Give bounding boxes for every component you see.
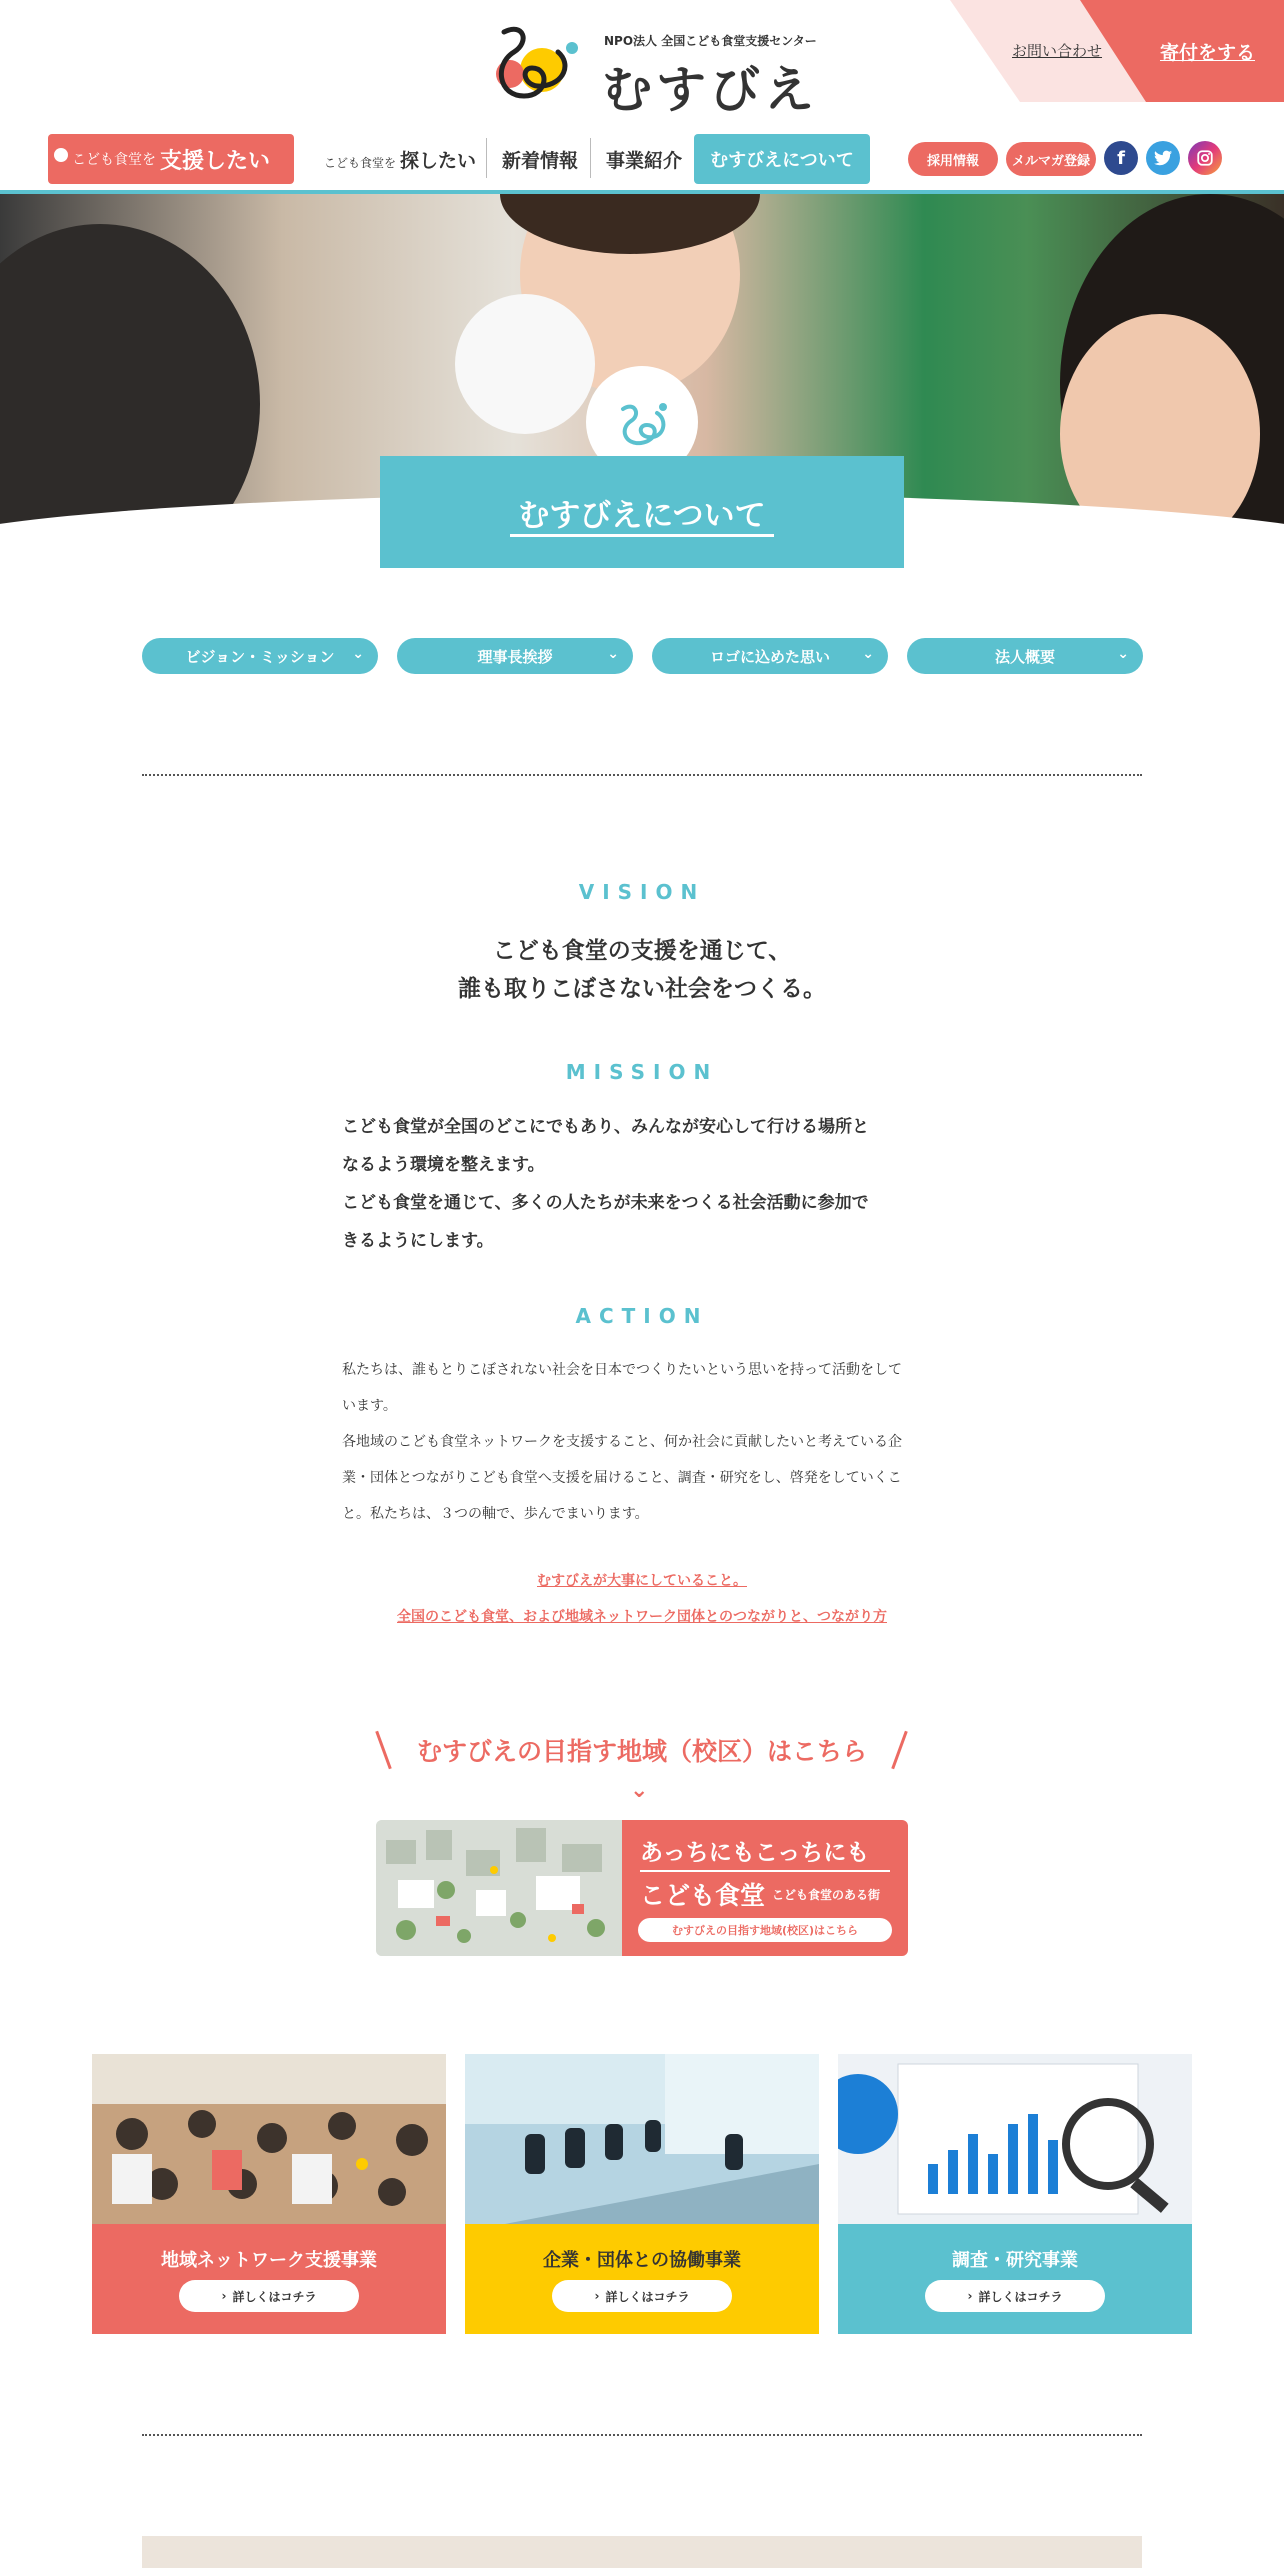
banner-divider xyxy=(640,1870,890,1872)
action-heading: ACTION xyxy=(575,1304,709,1328)
mission-line: なるよう環境を整えます。 xyxy=(342,1155,545,1175)
card-button-label: 詳しくはコチラ xyxy=(978,2289,1063,2304)
area-banner-text xyxy=(622,1820,908,1956)
action-line: 業・団体とつながりこども食堂へ支援を届けること、調査・研究をし、啓発をしていくこ xyxy=(342,1470,902,1486)
tab-corporate-profile[interactable] xyxy=(907,638,1143,674)
vision-line: こども食堂の支援を通じて、 xyxy=(492,938,792,964)
nav-search-link[interactable] xyxy=(324,146,476,173)
card-title: 企業・団体との協働事業 xyxy=(543,2250,741,2271)
instagram-icon[interactable] xyxy=(1188,141,1222,175)
tab-label: 理事長挨拶 xyxy=(477,647,553,666)
action-text xyxy=(342,1352,942,1532)
card-title: 地域ネットワーク支援事業 xyxy=(161,2250,377,2271)
site-logo[interactable] xyxy=(484,12,818,119)
tab-logo-meaning[interactable] xyxy=(652,638,888,674)
action-line: と。私たちは、３つの軸で、歩んでまいります。 xyxy=(342,1506,649,1522)
nav-business-link[interactable]: 事業紹介 xyxy=(606,150,683,172)
contact-link[interactable]: お問い合わせ xyxy=(1012,42,1103,60)
nav-search-small: こども食堂を xyxy=(324,156,397,170)
area-banner[interactable] xyxy=(376,1820,908,1956)
logo-mark-icon xyxy=(484,12,594,112)
page-title-underline xyxy=(510,534,774,537)
action-line: 各地域のこども食堂ネットワークを支援すること、何か社会に貢献したいと考えている企 xyxy=(342,1434,902,1450)
program-card-research[interactable] xyxy=(838,2054,1192,2334)
tab-label: 法人概要 xyxy=(994,647,1055,666)
card-image xyxy=(838,2054,1192,2224)
action-line: 私たちは、誰もとりこぼされない社会を日本でつくりたいという思いを持って活動をして xyxy=(342,1362,902,1378)
values-link[interactable]: むすびえが大事にしていること。 xyxy=(537,1573,747,1589)
tab-chairman-greeting[interactable] xyxy=(397,638,633,674)
town-illustration xyxy=(376,1820,622,1956)
card-detail-button[interactable] xyxy=(552,2280,732,2312)
recruit-button[interactable]: 採用情報 xyxy=(908,142,998,176)
network-link[interactable]: 全国のこども食堂、および地域ネットワーク団体とのつながりと、つながり方 xyxy=(397,1609,887,1625)
mission-line: こども食堂が全国のどこにでもあり、みんなが安心して行ける場所と xyxy=(342,1117,869,1137)
card-image xyxy=(92,2054,446,2224)
banner-line1: あっちにもこっちにも xyxy=(640,1840,870,1866)
chevron-right-icon: › xyxy=(967,2289,973,2303)
twitter-icon[interactable] xyxy=(1146,141,1180,175)
card-button-label: 詳しくはコチラ xyxy=(605,2289,690,2304)
dot-icon xyxy=(54,148,68,162)
nav-divider xyxy=(486,138,487,178)
section-divider xyxy=(142,2434,1142,2436)
nav-divider xyxy=(590,138,591,178)
chevron-down-icon: ⌄ xyxy=(607,646,619,662)
nav-news-link[interactable]: 新着情報 xyxy=(502,150,579,172)
banner-button[interactable]: むすびえの目指す地域(校区)はこちら xyxy=(638,1918,892,1942)
chevron-down-icon: ⌄ xyxy=(352,646,364,662)
program-card-corporate[interactable] xyxy=(465,2054,819,2334)
chevron-down-icon: ⌄ xyxy=(630,1778,649,1803)
card-image xyxy=(465,2054,819,2224)
area-heading: むすびえの目指す地域（校区）はこちら xyxy=(416,1737,867,1766)
tab-label: ビジョン・ミッション xyxy=(185,647,335,666)
tab-vision-mission[interactable] xyxy=(142,638,378,674)
banner-line2: こども食堂 xyxy=(640,1881,766,1910)
facebook-icon[interactable]: f xyxy=(1104,141,1138,175)
chevron-down-icon: ⌄ xyxy=(1117,646,1129,662)
banner-small: こども食堂のある街 xyxy=(772,1888,881,1902)
card-title: 調査・研究事業 xyxy=(952,2250,1078,2271)
nav-support-button[interactable] xyxy=(48,134,294,184)
mission-line: こども食堂を通じて、多くの人たちが未来をつくる社会活動に参加で xyxy=(342,1193,869,1213)
nav-about-tab[interactable]: むすびえについて xyxy=(694,134,870,184)
card-detail-button[interactable] xyxy=(925,2280,1105,2312)
logo-text: むすびえ xyxy=(602,61,818,119)
vision-line: 誰も取りこぼさない社会をつくる。 xyxy=(458,976,826,1002)
card-body xyxy=(92,2224,446,2334)
page-title: むすびえについて xyxy=(518,498,766,534)
card-body xyxy=(838,2224,1192,2334)
program-card-network[interactable] xyxy=(92,2054,446,2334)
nav-support-small: こども食堂を xyxy=(71,152,156,168)
chevron-down-icon: ⌄ xyxy=(862,646,874,662)
section-divider xyxy=(142,774,1142,776)
bottom-panel xyxy=(142,2536,1142,2568)
action-line: います。 xyxy=(342,1398,397,1414)
nav-search-big: 探したい xyxy=(400,150,477,172)
card-button-label: 詳しくはコチラ xyxy=(232,2289,317,2304)
mission-text xyxy=(342,1108,942,1260)
card-body xyxy=(465,2224,819,2334)
mission-heading: MISSION xyxy=(565,1060,719,1084)
page-title-box xyxy=(380,456,904,568)
mission-line: きるようにします。 xyxy=(342,1231,494,1251)
logo-subtitle: NPO法人 全国こども食堂支援センター xyxy=(604,34,817,48)
nav-support-big: 支援したい xyxy=(159,148,270,174)
tab-label: ロゴに込めた思い xyxy=(709,647,830,666)
vision-text xyxy=(0,932,1284,1008)
donate-link[interactable]: 寄付をする xyxy=(1160,42,1256,64)
vision-heading: VISION xyxy=(578,880,706,904)
chevron-right-icon: › xyxy=(594,2289,600,2303)
mailmag-button[interactable]: メルマガ登録 xyxy=(1006,142,1096,176)
global-nav xyxy=(0,132,1284,192)
card-detail-button[interactable] xyxy=(179,2280,359,2312)
chevron-right-icon: › xyxy=(221,2289,227,2303)
